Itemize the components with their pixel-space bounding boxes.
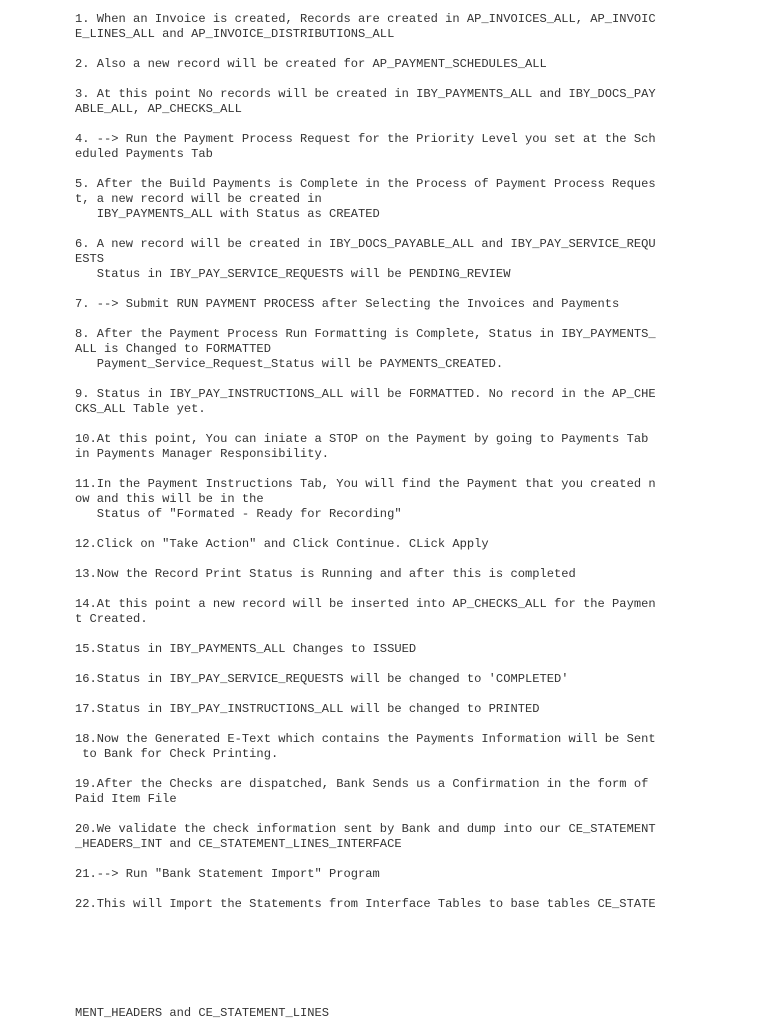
- paragraph-line: in Payments Manager Responsibility.: [75, 447, 330, 461]
- paragraph-6: [75, 237, 695, 282]
- paragraph-line: 15.Status in IBY_PAYMENTS_ALL Changes to ISSUED: [75, 642, 417, 656]
- paragraph-7: [75, 297, 695, 312]
- paragraph-line: 18.Now the Generated E-Text which contains the Payments Information will be Sent: [75, 732, 656, 746]
- paragraph-18: [75, 732, 695, 762]
- paragraph-15: [75, 642, 695, 657]
- paragraph-19: [75, 777, 695, 807]
- paragraph-line: E_LINES_ALL and AP_INVOICE_DISTRIBUTIONS_ALL: [75, 27, 395, 41]
- paragraph-line: ow and this will be in the: [75, 492, 264, 506]
- paragraph-12: [75, 537, 695, 552]
- paragraph-16: [75, 672, 695, 687]
- paragraph-13: [75, 567, 695, 582]
- paragraph-line: ALL is Changed to FORMATTED: [75, 342, 271, 356]
- document-body: [75, 12, 695, 927]
- paragraph-22: [75, 897, 695, 912]
- paragraph-line: ABLE_ALL, AP_CHECKS_ALL: [75, 102, 242, 116]
- paragraph-line: Status in IBY_PAY_SERVICE_REQUESTS will be PENDING_REVIEW: [75, 267, 511, 281]
- paragraph-line: 10.At this point, You can iniate a STOP on the Payment by going to Payments Tab: [75, 432, 649, 446]
- paragraph-9: [75, 387, 695, 417]
- paragraph-line: CKS_ALL Table yet.: [75, 402, 206, 416]
- paragraph-line: 5. After the Build Payments is Complete in the Process of Payment Process Reques: [75, 177, 656, 191]
- paragraph-line: 8. After the Payment Process Run Formatting is Complete, Status in IBY_PAYMENTS_: [75, 327, 656, 341]
- paragraph-10: [75, 432, 695, 462]
- paragraph-line: ESTS: [75, 252, 105, 266]
- paragraph-line: 9. Status in IBY_PAY_INSTRUCTIONS_ALL will be FORMATTED. No record in the AP_CHE: [75, 387, 656, 401]
- paragraph-5: [75, 177, 695, 222]
- paragraph-line: _HEADERS_INT and CE_STATEMENT_LINES_INTERFACE: [75, 837, 402, 851]
- paragraph-line: 21.--> Run "Bank Statement Import" Program: [75, 867, 380, 881]
- paragraph-line: Paid Item File: [75, 792, 177, 806]
- paragraph-line: 1. When an Invoice is created, Records are created in AP_INVOICES_ALL, AP_INVOIC: [75, 12, 656, 26]
- paragraph-line: t Created.: [75, 612, 148, 626]
- paragraph-line: Payment_Service_Request_Status will be PAYMENTS_CREATED.: [75, 357, 504, 371]
- paragraph-line: IBY_PAYMENTS_ALL with Status as CREATED: [75, 207, 380, 221]
- paragraph-line: 22.This will Import the Statements from Interface Tables to base tables CE_STATE: [75, 897, 656, 911]
- paragraph-line: 19.After the Checks are dispatched, Bank Sends us a Confirmation in the form of: [75, 777, 649, 791]
- paragraph-11: [75, 477, 695, 522]
- paragraph-1: [75, 12, 695, 42]
- paragraph-2: [75, 57, 695, 72]
- paragraph-line: 14.At this point a new record will be inserted into AP_CHECKS_ALL for the Paymen: [75, 597, 656, 611]
- paragraph-line: t, a new record will be created in: [75, 192, 322, 206]
- paragraph-line: 6. A new record will be created in IBY_DOCS_PAYABLE_ALL and IBY_PAY_SERVICE_REQU: [75, 237, 656, 251]
- paragraph-line: 11.In the Payment Instructions Tab, You will find the Payment that you created n: [75, 477, 656, 491]
- paragraph-line: 13.Now the Record Print Status is Running and after this is completed: [75, 567, 576, 581]
- paragraph-20: [75, 822, 695, 852]
- paragraph-line: to Bank for Check Printing.: [75, 747, 279, 761]
- paragraph-4: [75, 132, 695, 162]
- paragraph-line: 3. At this point No records will be created in IBY_PAYMENTS_ALL and IBY_DOCS_PAY: [75, 87, 656, 101]
- paragraph-8: [75, 327, 695, 372]
- paragraph-line: 17.Status in IBY_PAY_INSTRUCTIONS_ALL will be changed to PRINTED: [75, 702, 540, 716]
- paragraph-line: 2. Also a new record will be created for AP_PAYMENT_SCHEDULES_ALL: [75, 57, 547, 71]
- paragraph-line: 16.Status in IBY_PAY_SERVICE_REQUESTS will be changed to 'COMPLETED': [75, 672, 569, 686]
- document-tail-line: MENT_HEADERS and CE_STATEMENT_LINES: [75, 1006, 330, 1020]
- paragraph-line: 4. --> Run the Payment Process Request for the Priority Level you set at the Sch: [75, 132, 656, 146]
- paragraph-line: eduled Payments Tab: [75, 147, 213, 161]
- paragraph-14: [75, 597, 695, 627]
- paragraph-line: Status of "Formated - Ready for Recording": [75, 507, 402, 521]
- paragraph-line: 7. --> Submit RUN PAYMENT PROCESS after Selecting the Invoices and Payments: [75, 297, 620, 311]
- paragraph-line: 12.Click on "Take Action" and Click Continue. CLick Apply: [75, 537, 489, 551]
- paragraph-21: [75, 867, 695, 882]
- paragraph-line: 20.We validate the check information sent by Bank and dump into our CE_STATEMENT: [75, 822, 656, 836]
- paragraph-17: [75, 702, 695, 717]
- paragraph-3: [75, 87, 695, 117]
